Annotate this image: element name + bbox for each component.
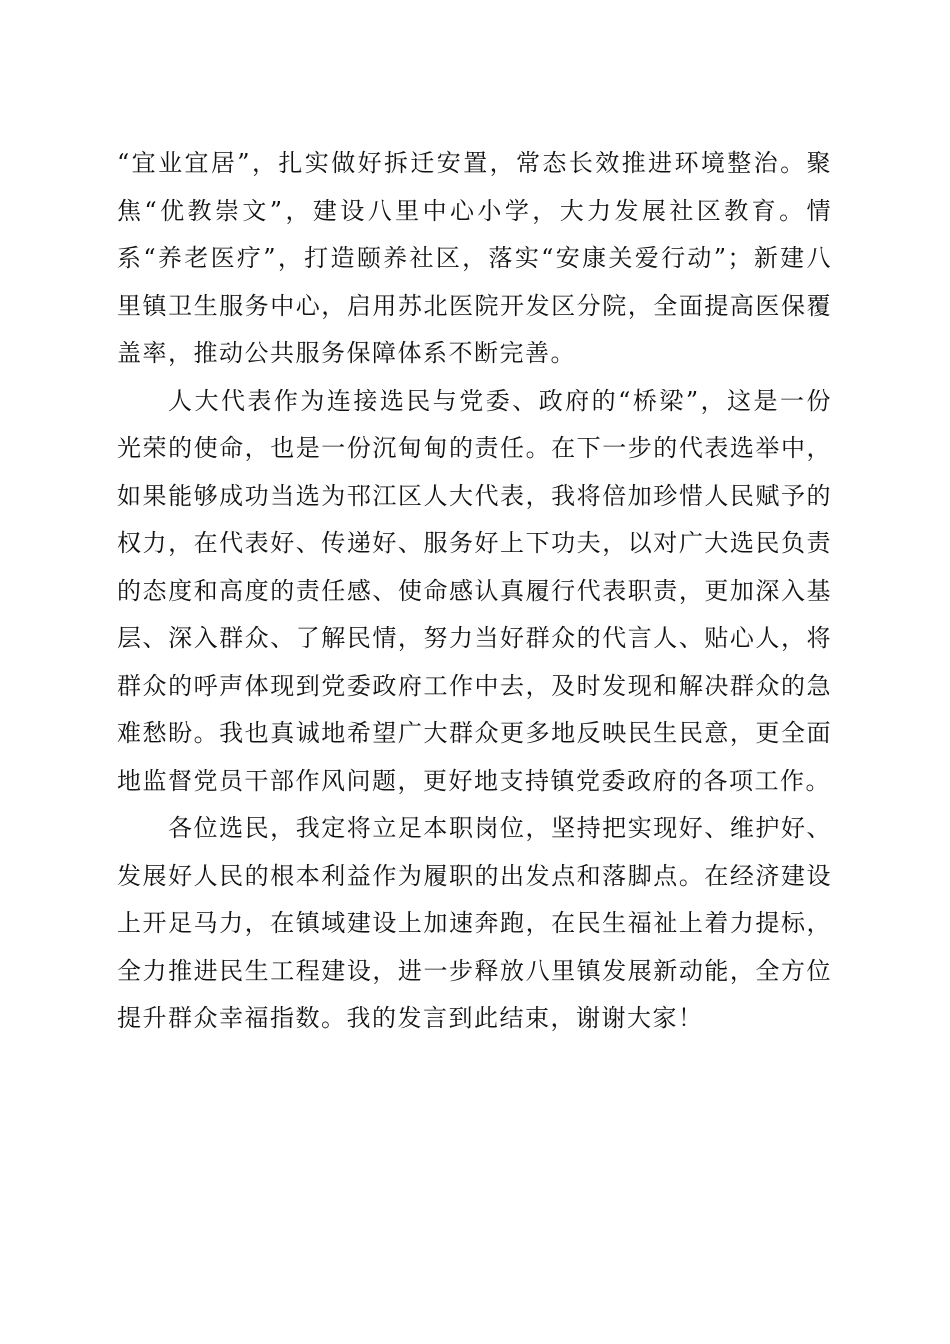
document-page [117,140,832,1043]
paragraph-public-services: “宜业宜居”，扎实做好拆迁安置，常态长效推进环境整治。聚焦“优教崇文”，建设八里中心小学，大力发展社区教育。情系“养老医疗”，打造颐养社区，落实“安康关爱行动”；新建八里镇卫生服务中心，启用苏北医院开发区分院，全面提高医保覆盖率，推动公共服务保障体系不断完善。 [117,149,832,367]
paragraph-representative-duty: 人大代表作为连接选民与党委、政府的“桥梁”，这是一份光荣的使命，也是一份沉甸甸的责任。在下一步的代表选举中，如果能够成功当选为邗江区人大代表，我将倍加珍惜人民赋予的权力，在代表好、传递好、服务好上下功夫，以对广大选民负责的态度和高度的责任感、使命感认真履行代表职责，更加深入基层、深入群众、了解民情，努力当好群众的代言人、贴心人，将群众的呼声体现到党委政府工作中去，及时发现和解决群众的急难愁盼。我也真诚地希望广大群众更多地反映民生民意，更全面地监督党员干部作风问题，更好地支持镇党委政府的各项工作。 [117,386,832,795]
paragraph-closing: 各位选民，我定将立足本职岗位，坚持把实现好、维护好、发展好人民的根本利益作为履职的出发点和落脚点。在经济建设上开足马力，在镇域建设上加速奔跑，在民生福祉上着力提标，全力推进民生工程建设，进一步释放八里镇发展新动能，全方位提升群众幸福指数。我的发言到此结束，谢谢大家！ [117,814,832,1032]
